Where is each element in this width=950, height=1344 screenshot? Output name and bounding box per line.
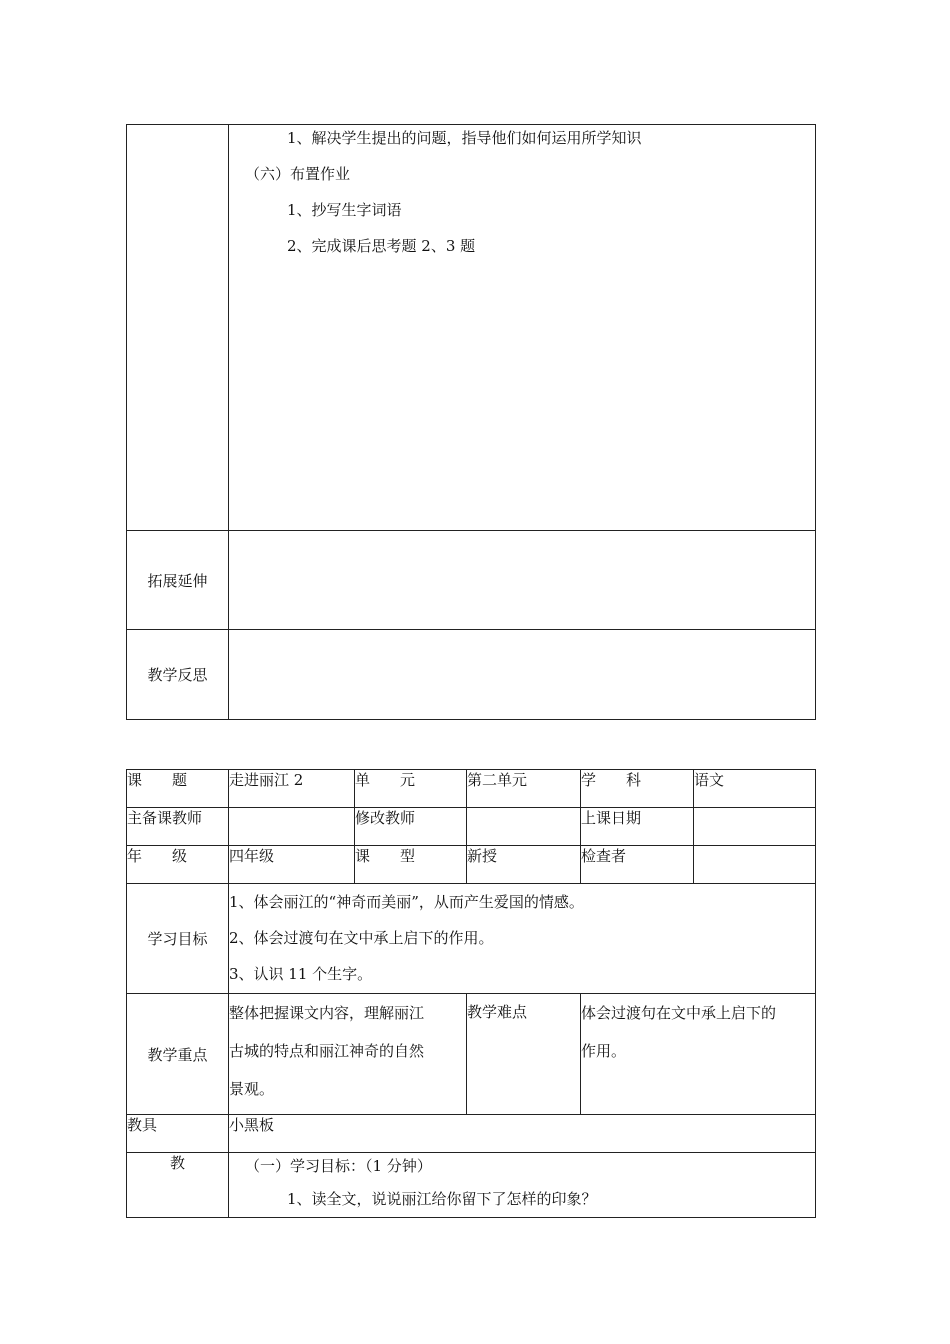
process-content	[229, 1153, 816, 1218]
revise-teacher-label: 修改教师	[355, 808, 467, 846]
unit-label: 单 元	[355, 770, 467, 808]
content-cell	[229, 125, 816, 531]
grade-value: 四年级	[229, 846, 355, 884]
difficulty-content	[581, 994, 816, 1115]
grade-label: 年 级	[127, 846, 229, 884]
process-line: （一）学习目标：（1 分钟）	[245, 1157, 432, 1175]
focus-line: 整体把握课文内容，理解丽江	[229, 1004, 425, 1022]
focus-line: 景观。	[229, 1080, 275, 1098]
subject-value: 语文	[694, 770, 816, 808]
content-line: 2、完成课后思考题 2、3 题	[287, 237, 476, 255]
class-date-value	[694, 808, 816, 846]
type-label: 课 型	[355, 846, 467, 884]
difficulty-label: 教学难点	[467, 994, 581, 1115]
focus-label: 教学重点	[127, 994, 229, 1115]
lesson-table-continued	[126, 124, 816, 720]
goals-content	[229, 884, 816, 994]
goal-item: 1、体会丽江的“神奇而美丽”，从而产生爱国的情感。	[229, 893, 584, 911]
lead-teacher-value	[229, 808, 355, 846]
lesson-plan-table	[126, 769, 816, 1218]
tools-label: 教具	[127, 1115, 229, 1153]
reflection-content	[229, 630, 816, 720]
checker-value	[694, 846, 816, 884]
topic-label: 课 题	[127, 770, 229, 808]
difficulty-line: 体会过渡句在文中承上启下的	[581, 1004, 777, 1022]
topic-value: 走进丽江 2	[229, 770, 355, 808]
revise-teacher-value	[467, 808, 581, 846]
extension-content	[229, 531, 816, 630]
type-value: 新授	[467, 846, 581, 884]
tools-value: 小黑板	[229, 1115, 816, 1153]
goal-item: 3、认识 11 个生字。	[229, 965, 373, 983]
unit-value: 第二单元	[467, 770, 581, 808]
content-line: 1、解决学生提出的问题，指导他们如何运用所学知识	[287, 129, 642, 147]
extension-label: 拓展延伸	[127, 531, 229, 630]
process-line: 1、读全文，说说丽江给你留下了怎样的印象？	[287, 1190, 597, 1208]
lead-teacher-label: 主备课教师	[127, 808, 229, 846]
goal-item: 2、体会过渡句在文中承上启下的作用。	[229, 929, 494, 947]
class-date-label: 上课日期	[581, 808, 694, 846]
difficulty-line: 作用。	[581, 1042, 627, 1060]
checker-label: 检查者	[581, 846, 694, 884]
goals-label: 学习目标	[127, 884, 229, 994]
content-line: 1、抄写生字词语	[287, 201, 402, 219]
focus-content	[229, 994, 467, 1115]
content-line: （六）布置作业	[245, 165, 351, 183]
reflection-label: 教学反思	[127, 630, 229, 720]
label-cell-empty	[127, 125, 229, 531]
focus-line: 古城的特点和丽江神奇的自然	[229, 1042, 425, 1060]
subject-label: 学 科	[581, 770, 694, 808]
process-label: 教	[127, 1153, 229, 1218]
